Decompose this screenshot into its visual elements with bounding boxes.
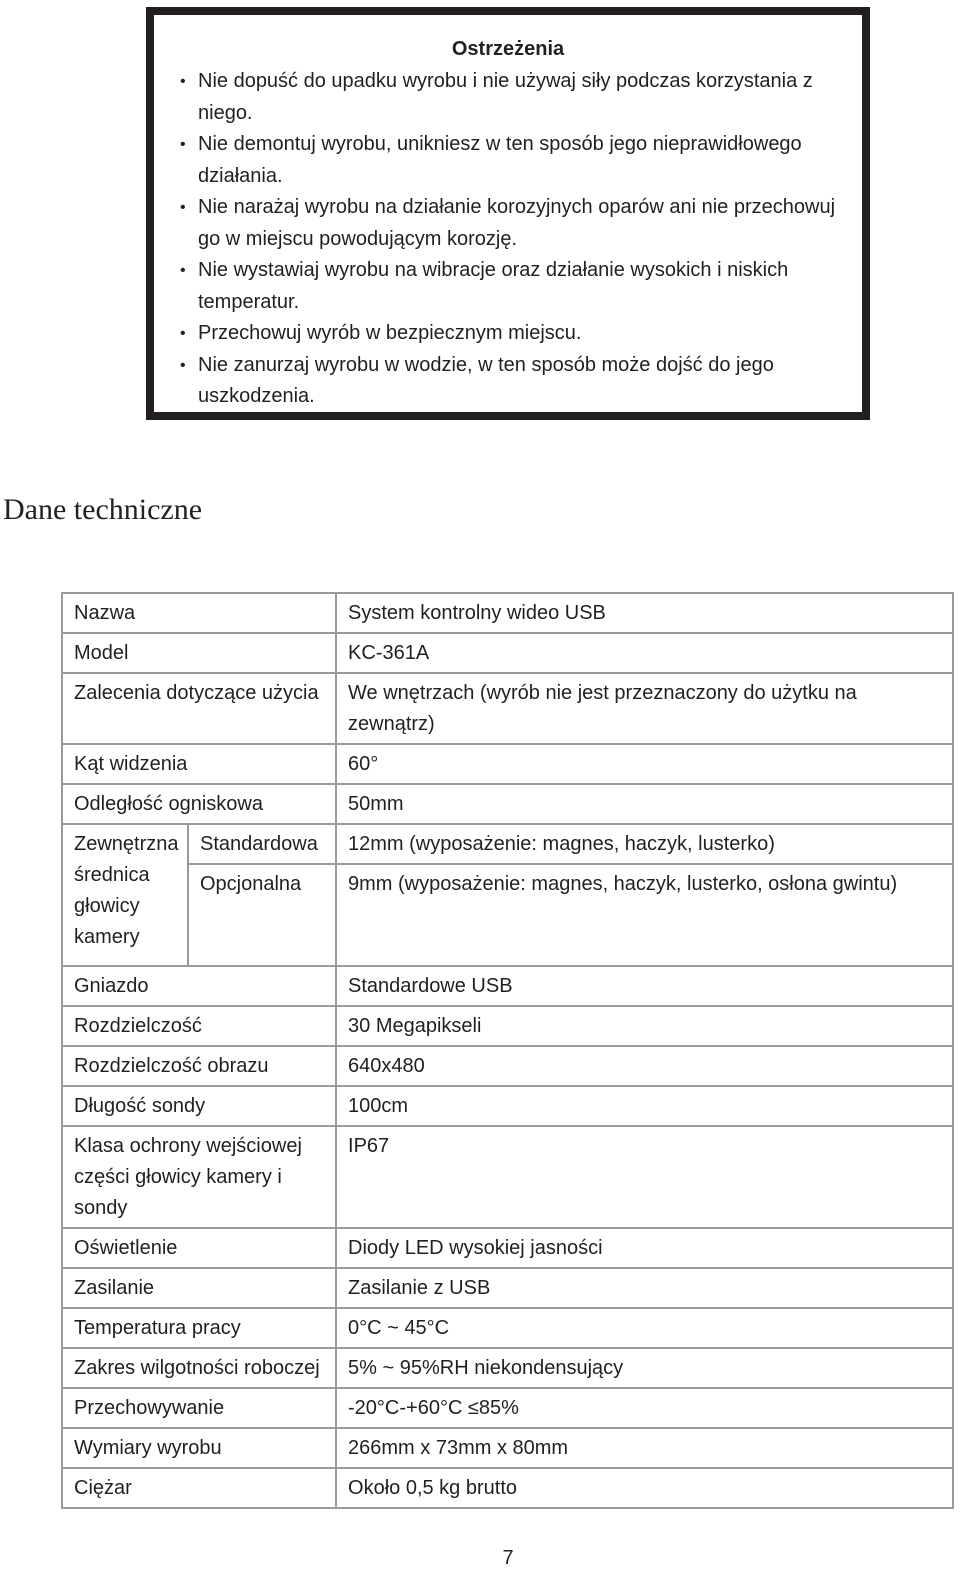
spec-label: Temperatura pracy: [62, 1308, 336, 1348]
table-row: [62, 1268, 953, 1308]
spec-value: We wnętrzach (wyrób nie jest przeznaczony do użytku na zewnątrz): [336, 673, 953, 744]
spec-label: Rozdzielczość: [62, 1006, 336, 1046]
spec-value: 5% ~ 95%RH niekondensujący: [336, 1348, 953, 1388]
warning-item: • Nie zanurzaj wyrobu w wodzie, w ten sposób może dojść do jego uszkodzenia.: [198, 350, 848, 413]
spec-label: Zasilanie: [62, 1268, 336, 1308]
warning-item: • Nie dopuść do upadku wyrobu i nie używaj siły podczas korzystania z niego.: [198, 66, 848, 129]
warning-item: • Nie demontuj wyrobu, unikniesz w ten sposób jego nieprawidłowego działania.: [198, 129, 848, 192]
bullet-icon: •: [180, 136, 186, 153]
warning-item: • Nie wystawiaj wyrobu na wibracje oraz działanie wysokich i niskich temperatur.: [198, 255, 848, 318]
spec-value: 0°C ~ 45°C: [336, 1308, 953, 1348]
spec-label: Model: [62, 633, 336, 673]
spec-value: 50mm: [336, 784, 953, 824]
warnings-box: [146, 7, 870, 420]
table-row: [62, 1428, 953, 1468]
spec-table: [61, 592, 954, 1509]
spec-label: Oświetlenie: [62, 1228, 336, 1268]
spec-value: Około 0,5 kg brutto: [336, 1468, 953, 1508]
spec-label: Długość sondy: [62, 1086, 336, 1126]
spec-label: Wymiary wyrobu: [62, 1428, 336, 1468]
table-row: [62, 1046, 953, 1086]
table-row: [62, 633, 953, 673]
spec-value: 9mm (wyposażenie: magnes, haczyk, lusterko, osłona gwintu): [336, 864, 953, 966]
spec-value: 640x480: [336, 1046, 953, 1086]
bullet-icon: •: [180, 325, 186, 342]
table-row: [62, 744, 953, 784]
table-row: [62, 1086, 953, 1126]
table-row: [62, 593, 953, 633]
spec-value: IP67: [336, 1126, 953, 1228]
warning-item: • Przechowuj wyrób w bezpiecznym miejscu.: [198, 318, 848, 350]
table-row: [62, 1348, 953, 1388]
warnings-list: [180, 66, 848, 413]
table-row: [62, 1006, 953, 1046]
section-title: Dane techniczne: [3, 493, 203, 526]
table-row: [62, 784, 953, 824]
spec-label: Rozdzielczość obrazu: [62, 1046, 336, 1086]
spec-label: Zakres wilgotności roboczej: [62, 1348, 336, 1388]
table-row: [62, 1468, 953, 1508]
spec-label: Zalecenia dotyczące użycia: [62, 673, 336, 744]
bullet-icon: •: [180, 73, 186, 90]
spec-value: 60°: [336, 744, 953, 784]
spec-label: Nazwa: [62, 593, 336, 633]
table-row: [62, 1126, 953, 1228]
table-row: [62, 864, 953, 966]
spec-label: Przechowywanie: [62, 1388, 336, 1428]
spec-label: Odległość ogniskowa: [62, 784, 336, 824]
spec-sublabel: Opcjonalna: [188, 864, 336, 966]
spec-value: -20°C-+60°C ≤85%: [336, 1388, 953, 1428]
spec-label: Gniazdo: [62, 966, 336, 1006]
table-row: [62, 966, 953, 1006]
table-row: [62, 673, 953, 744]
spec-value: System kontrolny wideo USB: [336, 593, 953, 633]
spec-label: Ciężar: [62, 1468, 336, 1508]
bullet-icon: •: [180, 199, 186, 216]
spec-value: 30 Megapikseli: [336, 1006, 953, 1046]
spec-value: KC-361A: [336, 633, 953, 673]
warning-item: • Nie narażaj wyrobu na działanie korozyjnych oparów ani nie przechowuj go w miejscu powodującym korozję.: [198, 192, 848, 255]
bullet-icon: •: [180, 262, 186, 279]
spec-value: Diody LED wysokiej jasności: [336, 1228, 953, 1268]
spec-label: Klasa ochrony wejściowej części głowicy kamery i sondy: [62, 1126, 336, 1228]
spec-value: Zasilanie z USB: [336, 1268, 953, 1308]
spec-value: Standardowe USB: [336, 966, 953, 1006]
bullet-icon: •: [180, 356, 186, 374]
page-number: 7: [502, 1547, 514, 1569]
spec-label-diameter: Zewnętrzna średnica głowicy kamery: [62, 824, 188, 966]
table-row: [62, 824, 953, 864]
table-row: [62, 1228, 953, 1268]
table-row: [62, 1388, 953, 1428]
table-row: [62, 1308, 953, 1348]
spec-value: 100cm: [336, 1086, 953, 1126]
warnings-title: Ostrzeżenia: [451, 38, 565, 60]
spec-sublabel: Standardowa: [188, 824, 336, 864]
spec-value: 12mm (wyposażenie: magnes, haczyk, lusterko): [336, 824, 953, 864]
spec-label: Kąt widzenia: [62, 744, 336, 784]
spec-value: 266mm x 73mm x 80mm: [336, 1428, 953, 1468]
